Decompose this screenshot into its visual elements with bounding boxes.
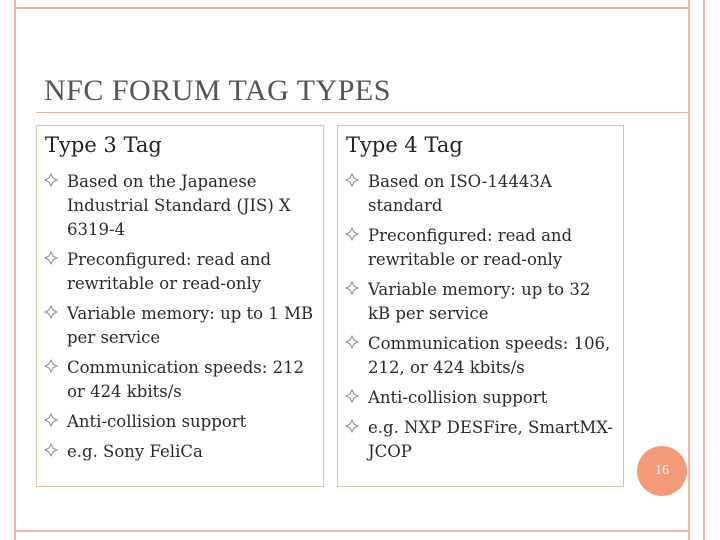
frame-line-top bbox=[14, 7, 690, 9]
bullet-text: Variable memory: up to 32 kB per service bbox=[368, 280, 591, 323]
bullet-icon bbox=[345, 281, 359, 295]
bullet-text: Anti-collision support bbox=[67, 412, 247, 431]
list-item bbox=[338, 386, 623, 410]
list-item bbox=[37, 440, 323, 464]
list-item bbox=[37, 302, 323, 350]
type4-bullet-list bbox=[338, 170, 623, 470]
bullet-text: Communication speeds: 106, 212, or 424 kbits/s bbox=[368, 334, 611, 377]
bullet-icon bbox=[44, 359, 58, 373]
list-item bbox=[37, 248, 323, 296]
bullet-text: Based on the Japanese Industrial Standard (JIS) X 6319-4 bbox=[67, 172, 291, 239]
type4-panel bbox=[337, 125, 624, 487]
slide-title: NFC FORUM TAG TYPES bbox=[44, 74, 391, 107]
bullet-text: Based on ISO-14443A standard bbox=[368, 172, 552, 215]
list-item bbox=[338, 224, 623, 272]
type3-panel bbox=[36, 125, 324, 487]
bullet-icon bbox=[345, 419, 359, 433]
list-item bbox=[338, 170, 623, 218]
bullet-text: Communication speeds: 212 or 424 kbits/s bbox=[67, 358, 305, 401]
list-item bbox=[338, 332, 623, 380]
frame-line-right-outer bbox=[703, 0, 705, 540]
bullet-text: Variable memory: up to 1 MB per service bbox=[67, 304, 314, 347]
frame-line-bottom bbox=[14, 530, 690, 532]
bullet-text: Preconfigured: read and rewritable or read-only bbox=[67, 250, 272, 293]
bullet-icon bbox=[44, 305, 58, 319]
page-number-badge: 16 bbox=[637, 446, 687, 496]
bullet-icon bbox=[345, 227, 359, 241]
bullet-text: Anti-collision support bbox=[368, 388, 548, 407]
list-item bbox=[338, 278, 623, 326]
type3-heading: Type 3 Tag bbox=[45, 133, 162, 157]
frame-line-right-inner bbox=[688, 0, 690, 540]
type3-bullet-list bbox=[37, 170, 323, 470]
list-item bbox=[37, 170, 323, 242]
bullet-icon bbox=[44, 251, 58, 265]
bullet-icon bbox=[44, 443, 58, 457]
frame-line-left bbox=[14, 0, 16, 540]
bullet-text: e.g. NXP DESFire, SmartMX-JCOP bbox=[368, 418, 613, 461]
bullet-icon bbox=[345, 335, 359, 349]
bullet-icon bbox=[44, 413, 58, 427]
list-item bbox=[338, 416, 623, 464]
bullet-icon bbox=[345, 389, 359, 403]
bullet-icon bbox=[345, 173, 359, 187]
bullet-text: Preconfigured: read and rewritable or read-only bbox=[368, 226, 573, 269]
list-item bbox=[37, 356, 323, 404]
list-item bbox=[37, 410, 323, 434]
bullet-text: e.g. Sony FeliCa bbox=[67, 442, 203, 461]
bullet-icon bbox=[44, 173, 58, 187]
title-divider bbox=[36, 112, 688, 113]
type4-heading: Type 4 Tag bbox=[346, 133, 463, 157]
